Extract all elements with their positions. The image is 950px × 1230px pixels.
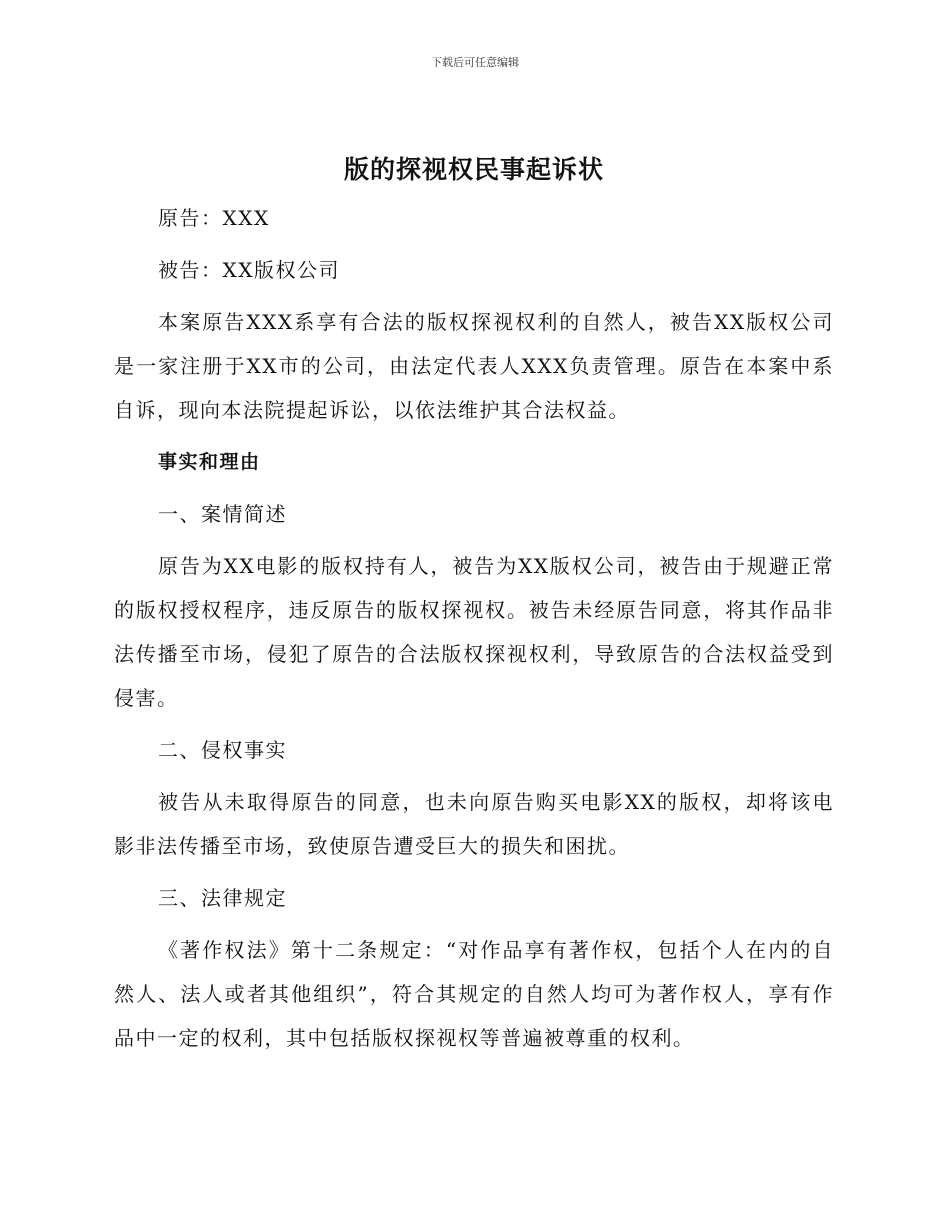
section3-paragraph: 《著作权法》第十二条规定：“对作品享有著作权，包括个人在内的自然人、法人或者其他组织”，符合其规定的自然人均可为著作权人，享有作品中一定的权利，其中包括版权探视权等普遍被尊重的权利。 xyxy=(114,938,834,1050)
plaintiff-line: 原告：XXX xyxy=(158,206,270,230)
section3-heading: 三、法律规定 xyxy=(158,886,287,910)
document-title: 版的探视权民事起诉状 xyxy=(343,155,604,184)
section2-paragraph: 被告从未取得原告的同意，也未向原告购买电影XX的版权，却将该电影非法传播至市场，致使原告遭受巨大的损失和困扰。 xyxy=(114,790,834,858)
document-body xyxy=(114,152,834,1068)
intro-paragraph: 本案原告XXX系享有合法的版权探视权利的自然人，被告XX版权公司是一家注册于XX市的公司，由法定代表人XXX负责管理。原告在本案中系自诉，现向本法院提起诉讼，以依法维护其合法权益。 xyxy=(114,310,834,422)
section1-heading: 一、案情简述 xyxy=(158,502,287,526)
header-note: 下载后可任意编辑 xyxy=(431,56,519,69)
section2-heading: 二、侵权事实 xyxy=(158,738,287,762)
facts-heading: 事实和理由 xyxy=(158,451,261,473)
section1-paragraph: 原告为XX电影的版权持有人，被告为XX版权公司，被告由于规避正常的版权授权程序，违反原告的版权探视权。被告未经原告同意，将其作品非法传播至市场，侵犯了原告的合法版权探视权利，导致原告的合法权益受到侵害。 xyxy=(114,554,834,710)
defendant-line: 被告：XX版权公司 xyxy=(158,258,340,282)
